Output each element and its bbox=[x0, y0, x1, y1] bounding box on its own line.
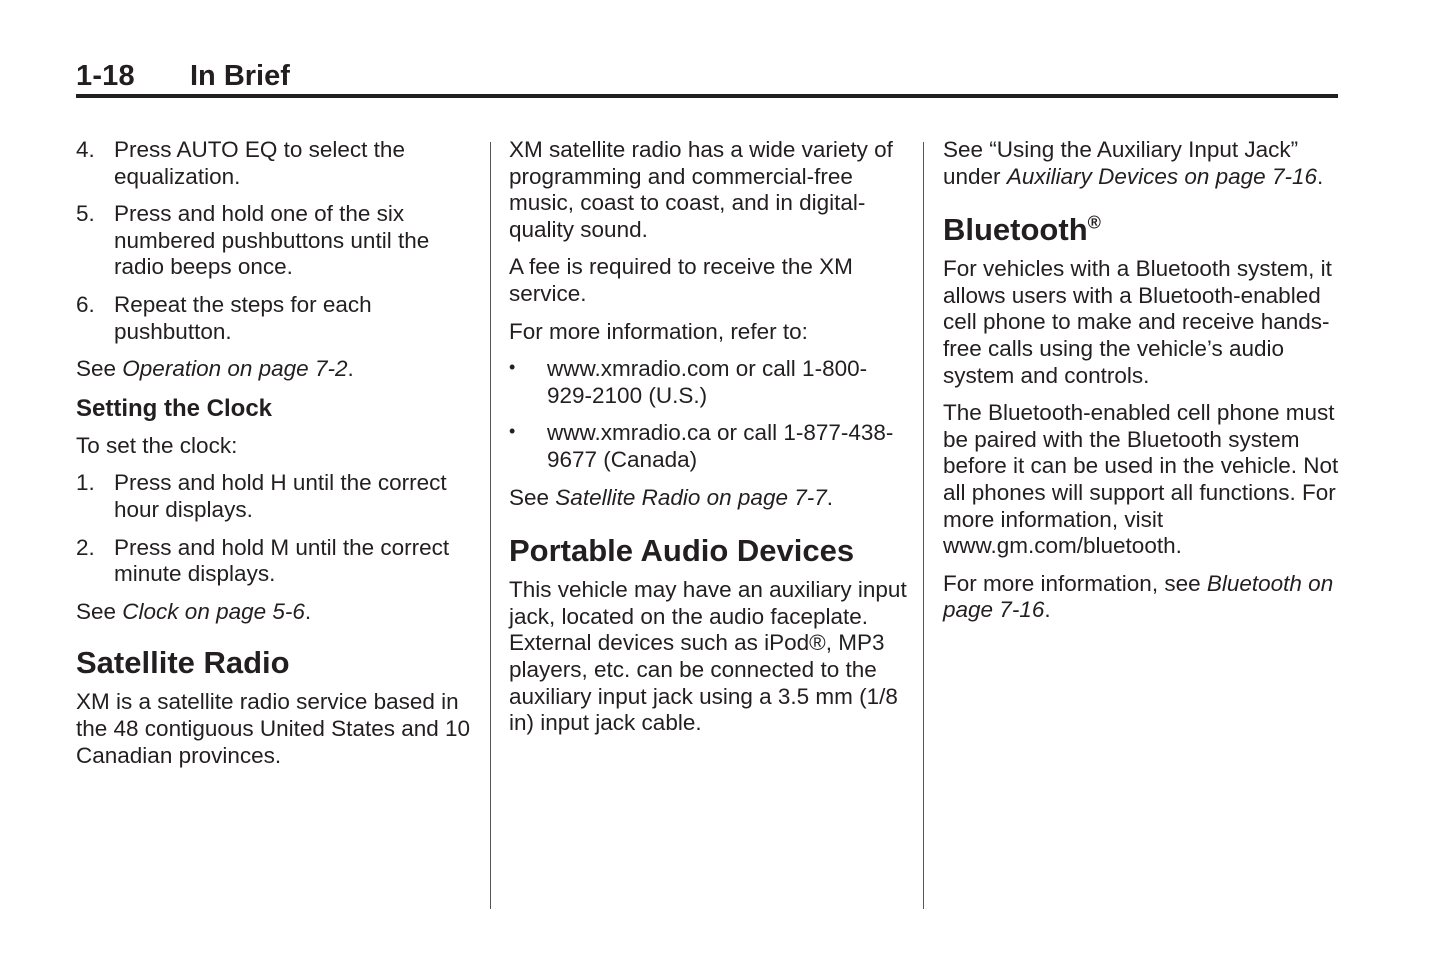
portable-audio-description: This vehicle may have an auxiliary input jack, located on the audio faceplate. External devices such as iPod®, MP3 players, etc. can be connected to the auxiliary input jack using a 3.5 mm (1/8 in) input jack cable. bbox=[509, 577, 907, 736]
satellite-intro: XM is a satellite radio service based in the 48 contiguous United States and 10 Canadian provinces. bbox=[76, 689, 471, 768]
clock-intro: To set the clock: bbox=[76, 432, 238, 458]
clock-page-reference[interactable]: Clock on page 5-6 bbox=[122, 598, 305, 624]
aux-page-reference[interactable]: Auxiliary Devices on page 7-16 bbox=[1006, 163, 1317, 189]
page-number: 1-18 bbox=[76, 60, 135, 92]
list-text: www.xmradio.com or call 1-800-929-2100 (U.S.) bbox=[547, 356, 868, 408]
more-info-paragraph: For more information, refer to: bbox=[509, 318, 808, 344]
see-suffix: . bbox=[1044, 597, 1051, 623]
see-prefix: See “Using the Auxiliary Input Jack” under bbox=[943, 137, 1299, 189]
list-item bbox=[76, 292, 476, 345]
bullet-icon: • bbox=[509, 357, 516, 378]
see-prefix: See bbox=[76, 598, 123, 624]
see-operation-paragraph bbox=[76, 356, 476, 383]
bluetooth-description: For vehicles with a Bluetooth system, it allows users with a Bluetooth-enabled cell phone to make and receive hands-free calls using the vehicle’s audio system and controls. bbox=[943, 256, 1332, 388]
see-suffix: . bbox=[304, 598, 312, 624]
list-text: Press AUTO EQ to select the equalization. bbox=[114, 137, 405, 189]
bluetooth-pairing: The Bluetooth-enabled cell phone must be paired with the Bluetooth system before it can be used in the vehicle. Not all phones will support all functions. For more information, visit www.gm.com/bluetooth. bbox=[943, 400, 1339, 559]
satellite-page-reference[interactable]: Satellite Radio on page 7-7 bbox=[555, 484, 827, 510]
satellite-radio-heading: Satellite Radio bbox=[76, 645, 290, 681]
portable-audio-heading: Portable Audio Devices bbox=[509, 533, 855, 569]
clock-heading: Setting the Clock bbox=[76, 394, 273, 422]
list-number: 1. bbox=[76, 470, 95, 496]
bluetooth-heading-text: Bluetooth bbox=[943, 212, 1088, 248]
operation-page-reference[interactable]: Operation on page 7-2 bbox=[122, 356, 348, 382]
list-number: 6. bbox=[76, 291, 95, 317]
see-satellite-paragraph bbox=[509, 485, 909, 512]
list-item bbox=[76, 137, 476, 190]
see-prefix: For more information, see bbox=[943, 570, 1207, 596]
registered-mark: ® bbox=[1087, 212, 1101, 233]
list-item bbox=[509, 420, 909, 473]
list-text: Press and hold H until the correct hour displays. bbox=[114, 470, 447, 522]
list-number: 5. bbox=[76, 201, 95, 227]
list-item bbox=[76, 535, 476, 588]
see-aux-paragraph bbox=[943, 137, 1343, 190]
see-clock-paragraph bbox=[76, 599, 476, 626]
list-text: www.xmradio.ca or call 1-877-438-9677 (Canada) bbox=[547, 420, 894, 472]
see-prefix: See bbox=[76, 356, 123, 382]
list-item bbox=[509, 356, 909, 409]
see-suffix: . bbox=[347, 356, 354, 382]
bluetooth-page-reference[interactable]: Bluetooth on page 7-16 bbox=[943, 570, 1334, 623]
list-number: 2. bbox=[76, 534, 95, 560]
page-header bbox=[76, 58, 1338, 98]
column-left bbox=[76, 137, 476, 780]
list-text: Press and hold one of the six numbered pushbuttons until the radio beeps once. bbox=[114, 201, 430, 280]
fee-paragraph: A fee is required to receive the XM service. bbox=[509, 254, 853, 306]
list-item bbox=[76, 201, 476, 281]
list-item bbox=[76, 470, 476, 523]
column-right bbox=[943, 137, 1343, 635]
bluetooth-heading bbox=[943, 210, 1343, 250]
see-bluetooth-paragraph bbox=[943, 571, 1343, 624]
column-middle bbox=[509, 137, 909, 748]
section-title: In Brief bbox=[190, 60, 290, 92]
list-text: Press and hold M until the correct minute displays. bbox=[114, 534, 450, 587]
column-divider-left bbox=[490, 142, 491, 909]
xm-description: XM satellite radio has a wide variety of programming and commercial-free music, coast to coast, and in digital-quality sound. bbox=[509, 137, 893, 242]
list-text: Repeat the steps for each pushbutton. bbox=[114, 291, 372, 344]
bullet-icon: • bbox=[509, 421, 516, 442]
see-suffix: . bbox=[826, 484, 834, 510]
list-number: 4. bbox=[76, 137, 95, 162]
column-divider-right bbox=[923, 142, 924, 909]
see-suffix: . bbox=[1316, 163, 1324, 189]
see-prefix: See bbox=[509, 484, 556, 510]
